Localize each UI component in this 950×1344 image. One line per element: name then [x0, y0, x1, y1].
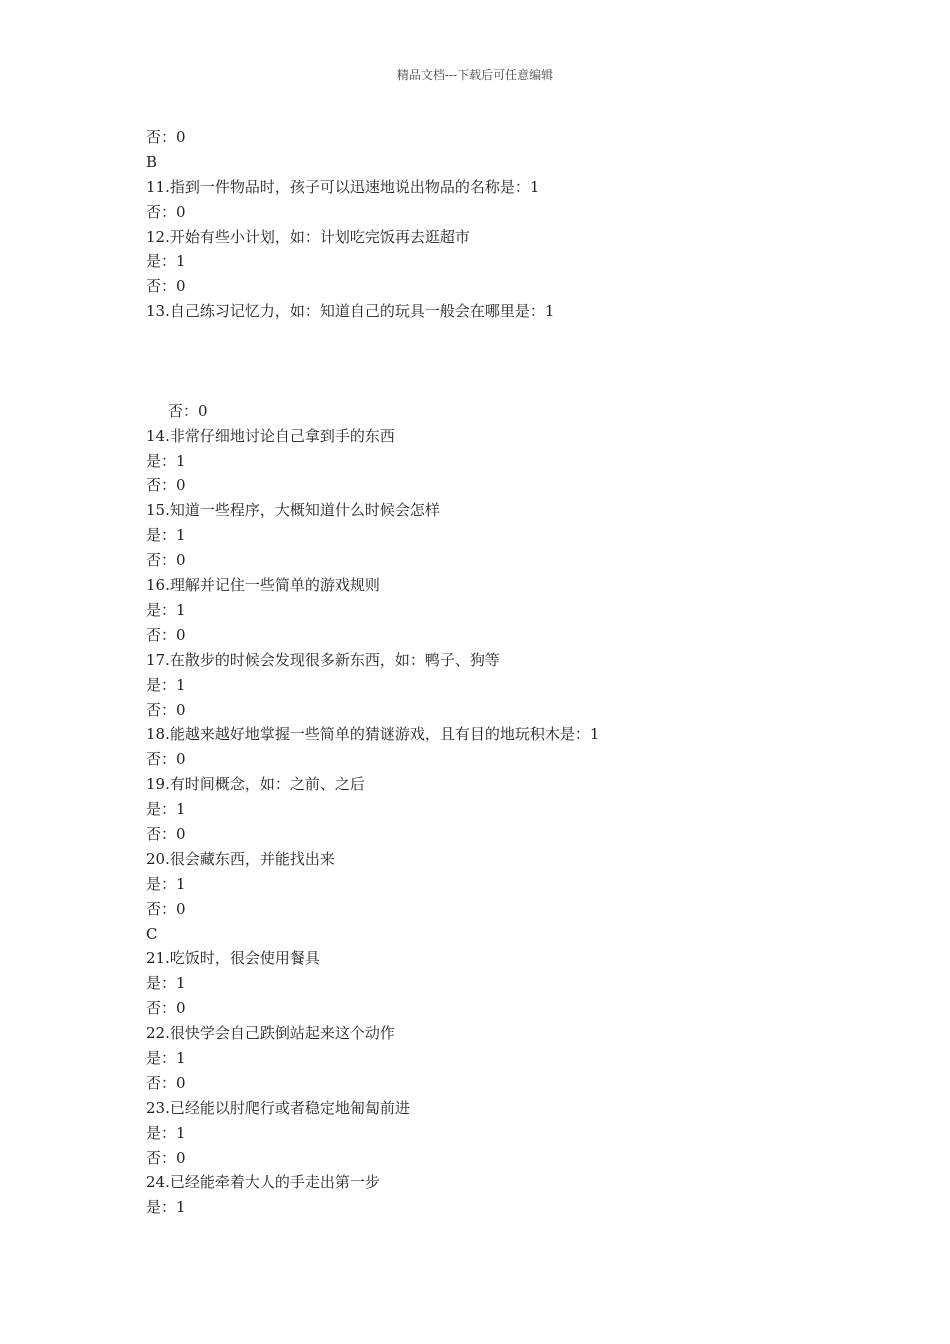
answer-no: 否：0	[146, 625, 186, 644]
question-12: 12.开始有些小计划，如：计划吃完饭再去逛超市	[146, 227, 470, 246]
question-16: 16.理解并记住一些简单的游戏规则	[146, 576, 380, 595]
question-15: 15.知道一些程序，大概知道什么时候会怎样	[146, 501, 440, 520]
answer-yes: 是：1	[146, 252, 186, 271]
answer-yes: 是：1	[146, 600, 186, 619]
answer-no: 否：0	[146, 202, 186, 221]
answer-yes: 是：1	[146, 974, 186, 993]
question-11: 11.指到一件物品时，孩子可以迅速地说出物品的名称是：1	[146, 177, 540, 196]
section-heading-c: C	[146, 924, 158, 943]
question-21: 21.吃饭时，很会使用餐具	[146, 949, 320, 968]
answer-no: 否：0	[168, 401, 208, 420]
question-18: 18.能越来越好地掌握一些简单的猜谜游戏，且有目的地玩积木是：1	[146, 725, 600, 744]
blank-space	[146, 324, 866, 399]
answer-yes: 是：1	[146, 526, 186, 545]
answer-no: 否：0	[146, 1073, 186, 1092]
answer-no: 否：0	[146, 750, 186, 769]
question-19: 19.有时间概念，如：之前、之后	[146, 775, 365, 794]
answer-no: 否：0	[146, 824, 186, 843]
answer-yes: 是：1	[146, 874, 186, 893]
answer-no: 否：0	[146, 899, 186, 918]
question-17: 17.在散步的时候会发现很多新东西，如：鸭子、狗等	[146, 650, 500, 669]
answer-yes: 是：1	[146, 1123, 186, 1142]
answer-no: 否：0	[146, 277, 186, 296]
answer-yes: 是：1	[146, 1198, 186, 1217]
question-22: 22.很快学会自己跌倒站起来这个动作	[146, 1024, 395, 1043]
answer-yes: 是：1	[146, 451, 186, 470]
page-header: 精品文档---下载后可任意编辑	[396, 68, 554, 82]
question-14: 14.非常仔细地讨论自己拿到手的东西	[146, 426, 395, 445]
answer-no: 否：0	[146, 1148, 186, 1167]
answer-no: 否：0	[146, 476, 186, 495]
question-20: 20.很会藏东西，并能找出来	[146, 849, 335, 868]
document-body	[146, 125, 866, 1220]
question-24: 24.已经能牵着大人的手走出第一步	[146, 1173, 380, 1192]
question-13: 13.自己练习记忆力，如：知道自己的玩具一般会在哪里是：1	[146, 302, 555, 321]
answer-no: 否：0	[146, 551, 186, 570]
question-23: 23.已经能以肘爬行或者稳定地匍匐前进	[146, 1098, 410, 1117]
answer-yes: 是：1	[146, 1048, 186, 1067]
answer-no: 否：0	[146, 700, 186, 719]
answer-no: 否：0	[146, 999, 186, 1018]
answer-no: 否：0	[146, 128, 186, 146]
answer-yes: 是：1	[146, 675, 186, 694]
section-heading-b: B	[146, 152, 158, 171]
answer-yes: 是：1	[146, 800, 186, 819]
